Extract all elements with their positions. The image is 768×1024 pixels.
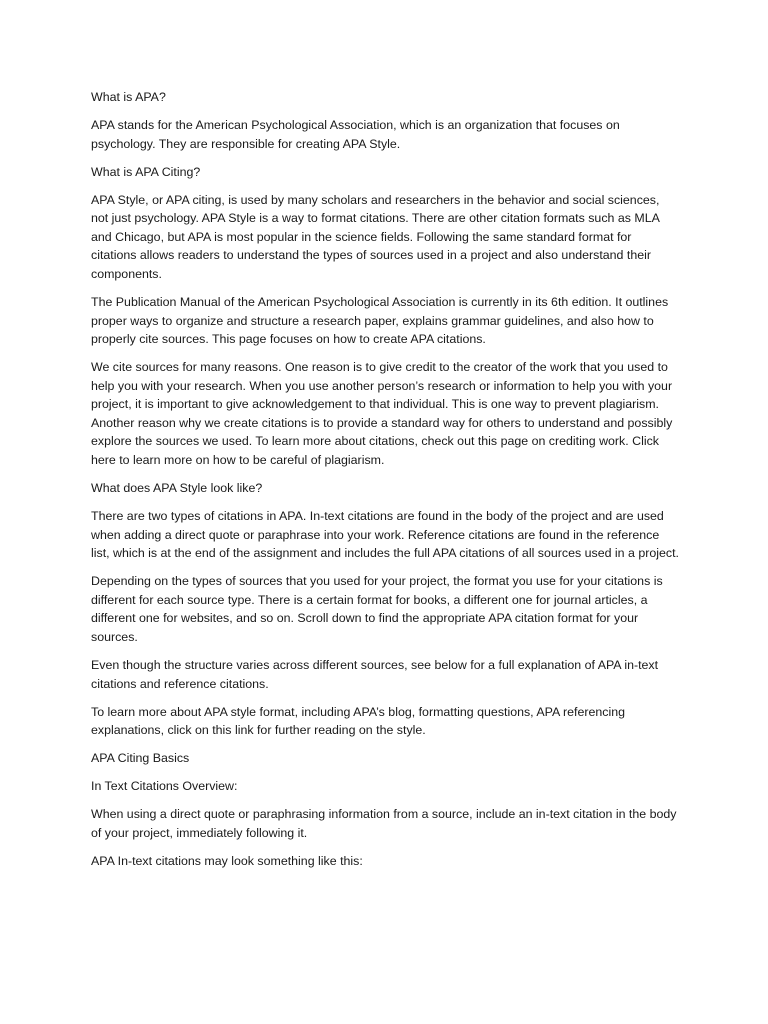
- paragraph-why-cite: We cite sources for many reasons. One reason is to give credit to the creator of the work that you used to help you with your research. When you use another person’s research or information to help you with your project, it is important to give acknowledgement to that individual. This is one way to prevent plagiarism. Another reason why we create citations is to provide a standard way for others to understand and possibly explore the sources we used. To learn more about citations, check out this page on crediting work. Click here to learn more on how to be careful of plagiarism.: [91, 360, 673, 468]
- paragraph-structure-varies: Even though the structure varies across different sources, see below for a full explanation of APA in-text citations and reference citations.: [91, 657, 659, 691]
- paragraph-apa-citing: APA Style, or APA citing, is used by many scholars and researchers in the behavior and social sciences, not just psychology. APA Style is a way to format citations. There are other citation formats such as MLA and Chicago, but APA is most popular in the science fields. Following the same standard format for citations allows readers to understand the types of sources used in a project and also understand their components.: [91, 192, 660, 281]
- paragraph-apa-definition: APA stands for the American Psychological Association, which is an organization that focuses on psychology. They are responsible for creating APA Style.: [91, 117, 620, 151]
- paragraph-learn-more: To learn more about APA style format, including APA’s blog, formatting questions, APA referencing explanations, click on this link for further reading on the style.: [91, 704, 626, 738]
- heading-what-is-apa: What is APA?: [91, 90, 166, 104]
- paragraph-source-types: Depending on the types of sources that you used for your project, the format you use for your citations is different for each source type. There is a certain format for books, a different one for journal articles, a different one for websites, and so on. Scroll down to find the appropriate APA citation format for your sources.: [91, 574, 663, 644]
- paragraph-direct-quote: When using a direct quote or paraphrasing information from a source, include an in-text citation in the body of your project, immediately following it.: [91, 807, 677, 840]
- heading-apa-citing-basics: APA Citing Basics: [91, 751, 190, 766]
- heading-what-is-apa-citing: What is APA Citing?: [91, 164, 201, 179]
- paragraph-publication-manual: The Publication Manual of the American Psychological Association is currently in its 6th edition. It outlines proper ways to organize and structure a research paper, explains grammar guidelines, and also how to properly cite sources. This page focuses on how to create APA citations.: [91, 294, 669, 347]
- paragraph-citation-types: There are two types of citations in APA. In-text citations are found in the body of the project and are used when adding a direct quote or paraphrase into your work. Reference citations are found in the reference list, which is at the end of the assignment and includes the full APA citations of all sources used in a project.: [91, 509, 679, 561]
- heading-apa-style-look: What does APA Style look like?: [91, 481, 263, 496]
- document-body: [91, 88, 679, 880]
- heading-in-text-overview: In Text Citations Overview:: [91, 779, 238, 794]
- paragraph-in-text-example-intro: APA In-text citations may look something like this:: [91, 853, 363, 868]
